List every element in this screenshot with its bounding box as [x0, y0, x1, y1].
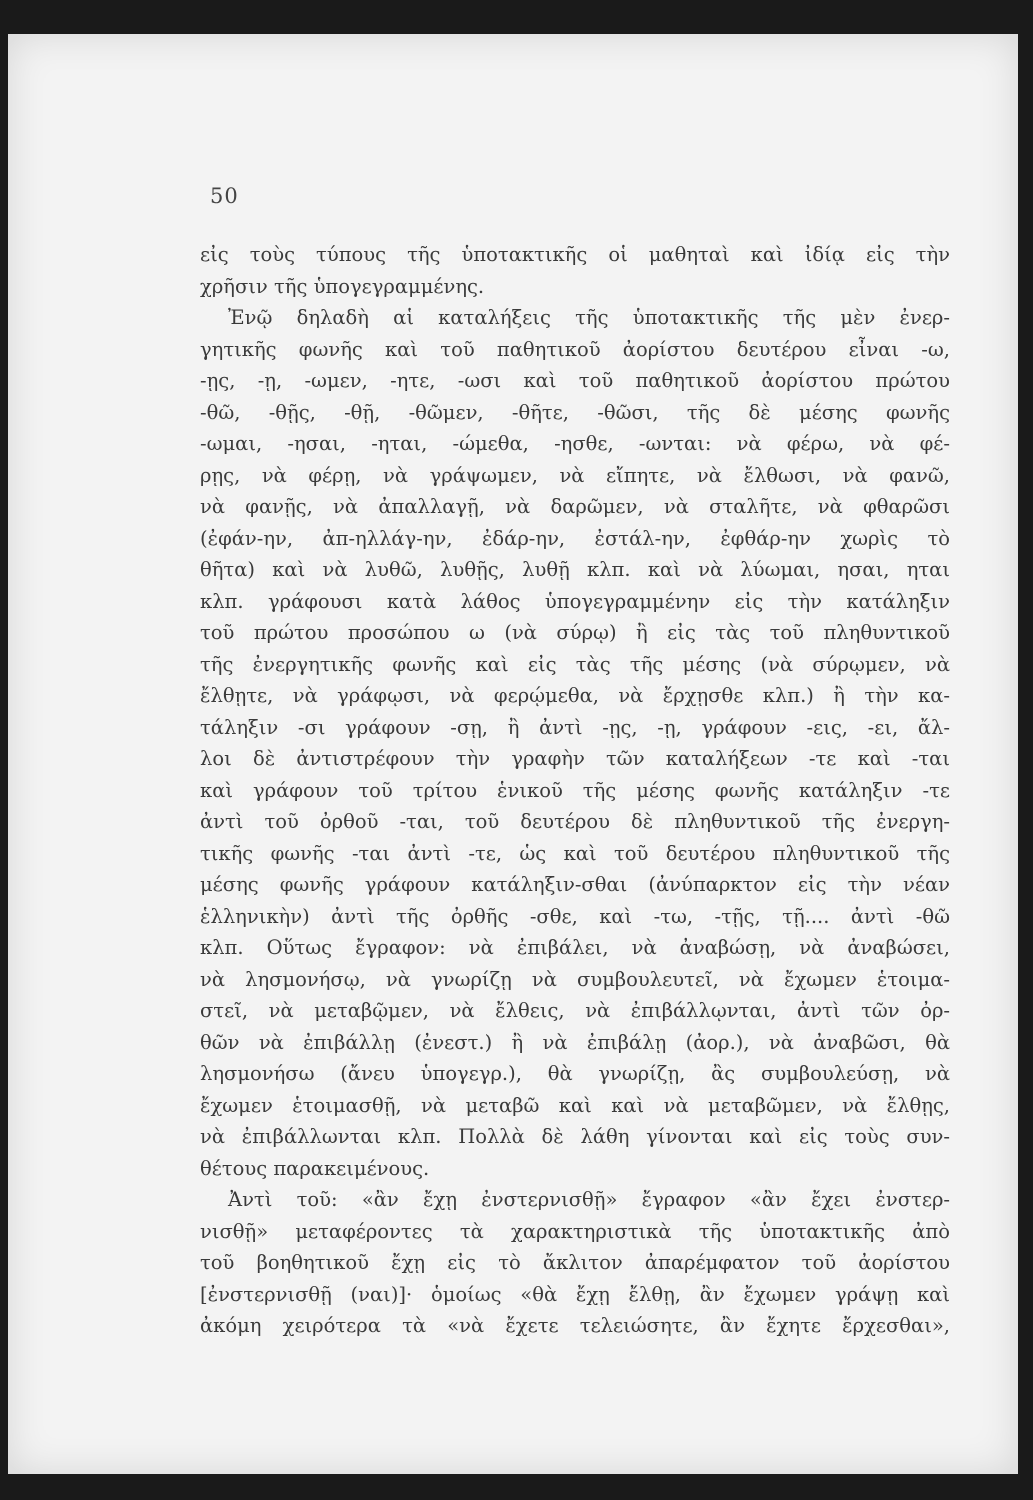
text-line: νὰ ἐπιβάλλωνται κλπ. Πολλὰ δὲ λάθη γίνονται καὶ εἰς τοὺς συν- [200, 1125, 950, 1148]
text-line: ἀκόμη χειρότερα τὰ «νὰ ἔχετε τελειώσητε, ἂν ἔχητε ἔρχεσθαι», [200, 1314, 950, 1337]
text-line: κλπ. γράφουσι κατὰ λάθος ὑπογεγραμμένην εἰς τὴν κατάληξιν [200, 589, 950, 613]
text-line: ἑλληνικὴν) ἀντὶ τῆς ὀρθῆς -σθε, καὶ -τω, -τῇς, τῇ.... ἀντὶ -θῶ [200, 904, 950, 928]
text-line: τάληξιν -σι γράφουν -σῃ, ἢ ἀντὶ -ῃς, -ῃ, γράφουν -εις, -ει, ἄλ- [200, 715, 950, 739]
text-line: -ῃς, -ῃ, -ωμεν, -ητε, -ωσι καὶ τοῦ παθητικοῦ ἀορίστου πρώτου [200, 369, 950, 392]
text-line: Ἐνῷ δηλαδὴ αἱ καταλήξεις τῆς ὑποτακτικῆς τῆς μὲν ἐνερ- [228, 306, 950, 329]
text-line: θῶν νὰ ἐπιβάλλῃ (ἐνεστ.) ἢ νὰ ἐπιβάλῃ (ἀορ.), νὰ ἀναβῶσι, θὰ [200, 1030, 950, 1054]
text-line: (ἐφάν-ην, ἀπ-ηλλάγ-ην, ἐδάρ-ην, ἐστάλ-ην, ἐφθάρ-ην χωρὶς τὸ [200, 526, 950, 550]
text-line: τῆς ἐνεργητικῆς φωνῆς καὶ εἰς τὰς τῆς μέσης (νὰ σύρῳμεν, νὰ [200, 652, 950, 676]
text-line: λησμονήσω (ἄνευ ὑπογεγρ.), θὰ γνωρίζῃ, ἂς συμβουλεύσῃ, νὰ [200, 1062, 950, 1085]
text-line: μέσης φωνῆς γράφουν κατάληξιν-σθαι (ἀνύπαρκτον εἰς τὴν νέαν [200, 873, 950, 896]
text-line: νισθῇ» μεταφέροντες τὰ χαρακτηριστικὰ τῆς ὑποτακτικῆς ἀπὸ [200, 1219, 950, 1243]
text-line: νὰ φανῇς, νὰ ἀπαλλαγῇ, νὰ δαρῶμεν, νὰ σταλῆτε, νὰ φθαρῶσι [200, 495, 950, 518]
text-line: ρῃς, νὰ φέρῃ, νὰ γράψωμεν, νὰ εἴπητε, νὰ ἔλθωσι, νὰ φανῶ, [200, 463, 950, 487]
body-text [200, 239, 950, 1342]
text-line: -ωμαι, -ησαι, -ηται, -ώμεθα, -ησθε, -ωνται: νὰ φέρω, νὰ φέ- [200, 432, 950, 455]
text-line: ἔλθῃτε, νὰ γράφῳσι, νὰ φερῴμεθα, νὰ ἔρχῃσθε κλπ.) ἢ τὴν κα- [200, 684, 950, 707]
text-line: [ἐνστερνισθῇ (ναι)]· ὁμοίως «θὰ ἔχῃ ἔλθῃ, ἂν ἔχωμεν γράψῃ καὶ [200, 1282, 950, 1306]
text-line: κλπ. Οὕτως ἔγραφον: νὰ ἐπιβάλει, νὰ ἀναβώσῃ, νὰ ἀναβώσει, [200, 936, 950, 959]
page-number: 50 [210, 184, 239, 208]
text-line: στεῖ, νὰ μεταβῷμεν, νὰ ἔλθεις, νὰ ἐπιβάλλῳνται, ἀντὶ τῶν ὀρ- [200, 999, 950, 1022]
text-line: νὰ λησμονήσῳ, νὰ γνωρίζῃ νὰ συμβουλευτεῖ, νὰ ἔχωμεν ἑτοιμα- [200, 967, 950, 991]
text-line: γητικῆς φωνῆς καὶ τοῦ παθητικοῦ ἀορίστου δευτέρου εἶναι -ω, [200, 337, 950, 361]
text-line: λοι δὲ ἀντιστρέφουν τὴν γραφὴν τῶν καταλήξεων -τε καὶ -ται [200, 747, 950, 770]
text-line: ἀντὶ τοῦ ὀρθοῦ -ται, τοῦ δευτέρου δὲ πληθυντικοῦ τῆς ἐνεργη- [200, 810, 950, 833]
text-line: ἔχωμεν ἑτοιμασθῇ, νὰ μεταβῶ καὶ καὶ νὰ μεταβῶμεν, νὰ ἔλθῃς, [200, 1093, 950, 1117]
text-line: τοῦ βοηθητικοῦ ἔχῃ εἰς τὸ ἄκλιτον ἀπαρέμφατον τοῦ ἀορίστου [200, 1251, 950, 1274]
text-line: καὶ γράφουν τοῦ τρίτου ἑνικοῦ τῆς μέσης φωνῆς κατάληξιν -τε [200, 778, 950, 802]
text-line: τικῆς φωνῆς -ται ἀντὶ -τε, ὡς καὶ τοῦ δευτέρου πληθυντικοῦ τῆς [200, 841, 950, 865]
text-line: Ἀντὶ τοῦ: «ἂν ἔχῃ ἐνστερνισθῇ» ἔγραφον «ἂν ἔχει ἐνστερ- [228, 1188, 950, 1211]
book-page [8, 34, 1018, 1474]
text-line: τοῦ πρώτου προσώπου ω (νὰ σύρῳ) ἢ εἰς τὰς τοῦ πληθυντικοῦ [200, 621, 950, 644]
text-line: -θῶ, -θῇς, -θῇ, -θῶμεν, -θῆτε, -θῶσι, τῆς δὲ μέσης φωνῆς [200, 400, 950, 424]
text-line: θέτους παρακειμένους. [200, 1156, 430, 1180]
text-line: εἰς τοὺς τύπους τῆς ὑποτακτικῆς οἱ μαθηταὶ καὶ ἰδίᾳ εἰς τὴν [200, 243, 950, 266]
text-line: θῆτα) καὶ νὰ λυθῶ, λυθῇς, λυθῇ κλπ. καὶ νὰ λύωμαι, ησαι, ηται [200, 558, 950, 581]
text-line: χρῆσιν τῆς ὑπογεγραμμένης. [200, 274, 485, 298]
